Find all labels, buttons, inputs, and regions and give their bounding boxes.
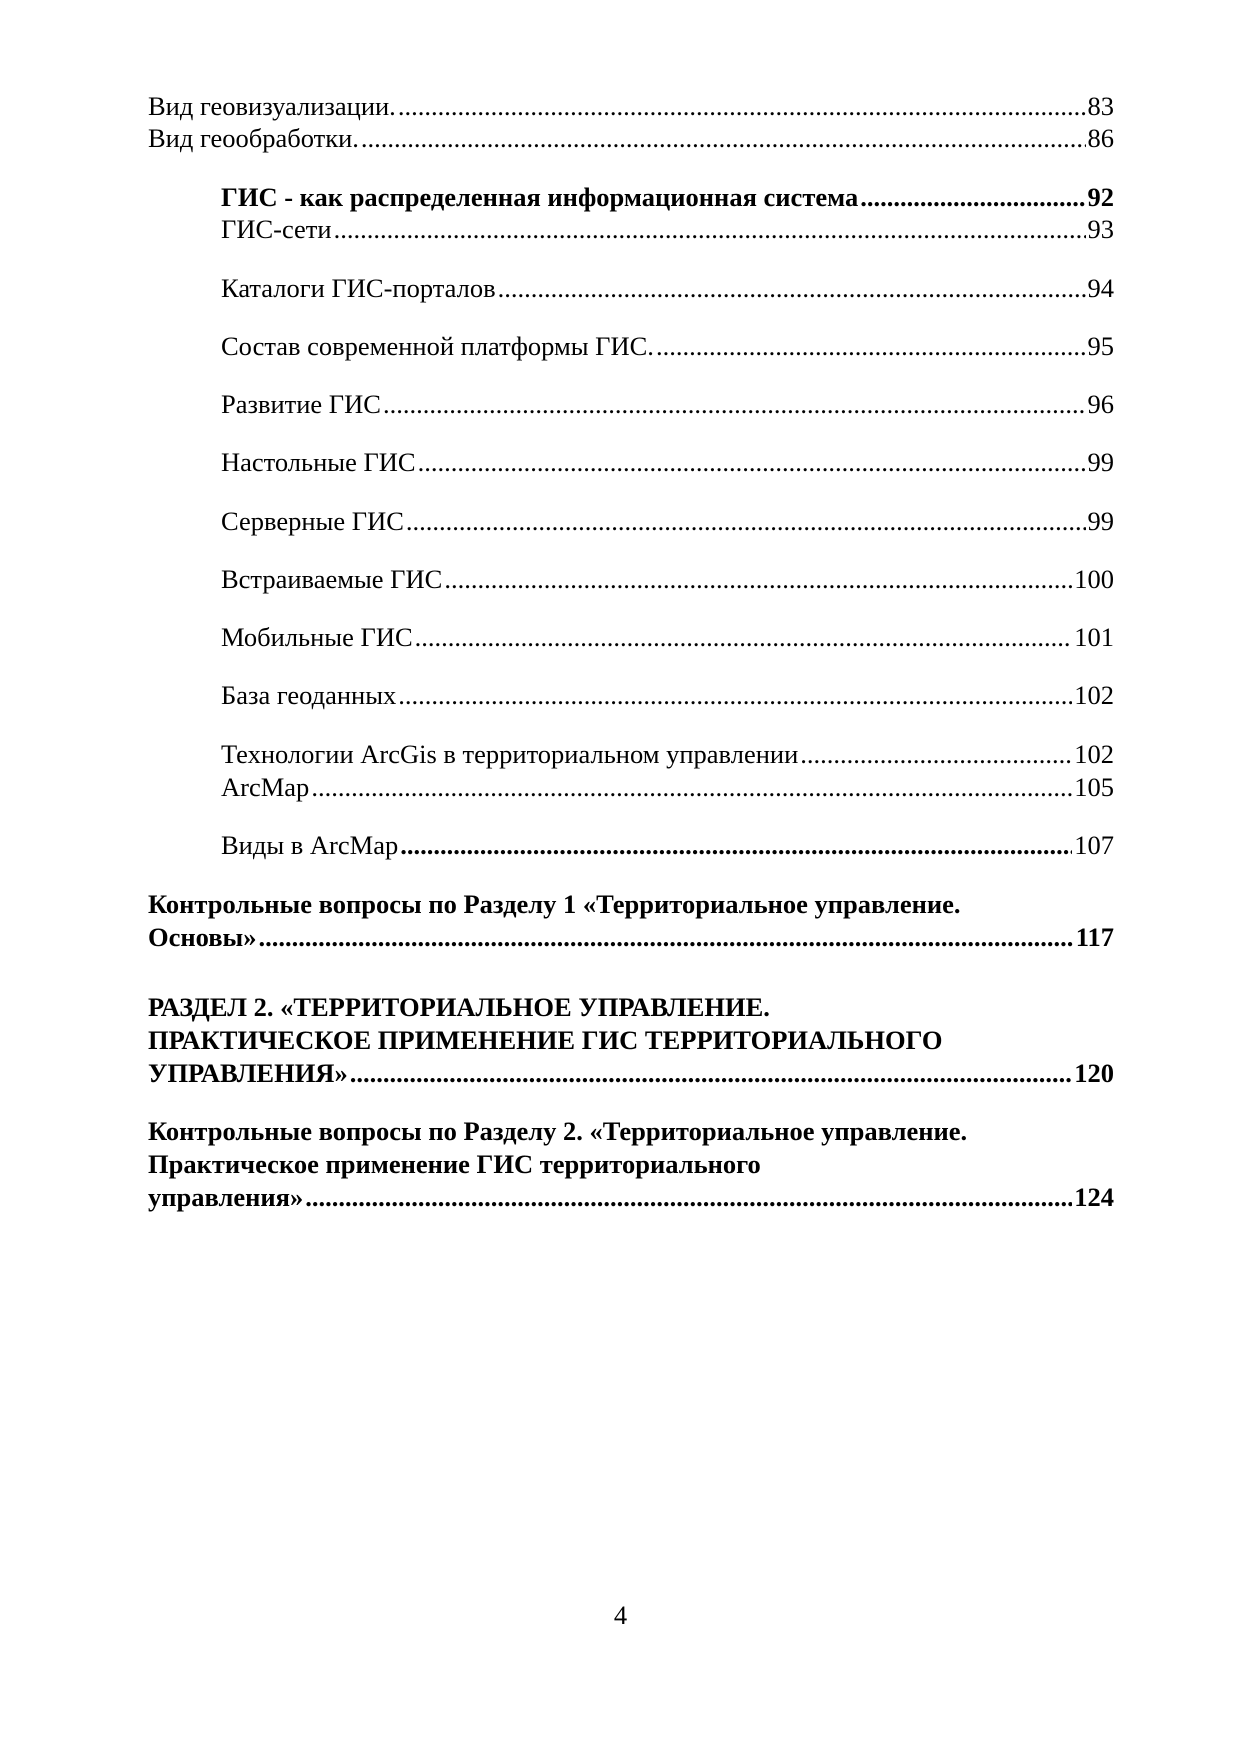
toc-entry-label: Настольные ГИС: [221, 447, 416, 477]
toc-entry[interactable]: [221, 737, 1114, 771]
toc-entry-label: База геоданных: [221, 680, 397, 710]
toc-entry[interactable]: [221, 271, 1114, 305]
toc-leader-dots: [418, 445, 1086, 479]
toc-leader-dots: [350, 1056, 1073, 1090]
toc-entry-questions-1[interactable]: [148, 920, 1114, 954]
toc-entry-label: Состав современной платформы ГИС.: [221, 331, 654, 361]
toc-leader-dots: [656, 329, 1086, 363]
toc-entry-label: ArcMap: [221, 772, 310, 802]
toc-entry-questions-2[interactable]: [148, 1180, 1114, 1214]
toc-entry[interactable]: [148, 121, 1114, 155]
toc-entry-label: Основы»: [148, 922, 257, 952]
toc-entry-page: 117: [1075, 922, 1114, 952]
toc-entry-page: 94: [1087, 273, 1114, 303]
toc-entry[interactable]: [221, 387, 1114, 421]
toc-entry-label: Вид геообработки.: [148, 123, 359, 153]
toc-leader-dots: [860, 180, 1085, 214]
toc-entry-label: Встраиваемые ГИС: [221, 564, 443, 594]
toc-leader-dots: [361, 121, 1086, 155]
toc-leader-dots: [311, 770, 1072, 804]
toc-leader-dots: [398, 678, 1072, 712]
toc-entry-page: 101: [1074, 622, 1114, 652]
section-2-heading-line: РАЗДЕЛ 2. «ТЕРРИТОРИАЛЬНОЕ УПРАВЛЕНИЕ.: [148, 992, 770, 1022]
toc-entry[interactable]: [221, 329, 1114, 363]
toc-entry-page: 92: [1087, 182, 1114, 212]
toc-entry[interactable]: [221, 212, 1114, 246]
toc-leader-dots: [800, 737, 1072, 771]
toc-entry-page: 96: [1087, 389, 1114, 419]
toc-entry-label: ГИС-сети: [221, 214, 332, 244]
toc-entry-label: Мобильные ГИС: [221, 622, 413, 652]
toc-leader-dots: [415, 620, 1073, 654]
toc-leader-dots: [398, 89, 1086, 123]
section-2-heading-line: ПРАКТИЧЕСКОЕ ПРИМЕНЕНИЕ ГИС ТЕРРИТОРИАЛЬНОГО: [148, 1025, 943, 1055]
toc-entry-label: управления»: [148, 1182, 304, 1212]
toc-entry-label: Развитие ГИС: [221, 389, 381, 419]
toc-entry-label: Вид геовизуализации.: [148, 91, 396, 121]
toc-entry-section-2[interactable]: [148, 1056, 1114, 1090]
toc-leader-dots: [406, 504, 1086, 538]
toc-entry-label: ГИС - как распределенная информационная система: [221, 182, 859, 212]
toc-entry[interactable]: [221, 562, 1114, 596]
toc-entry[interactable]: [221, 678, 1114, 712]
toc-entry-page: 102: [1074, 739, 1114, 769]
toc-entry-page: 83: [1087, 91, 1114, 121]
toc-entry-page: 107: [1074, 830, 1114, 860]
toc-entry-page: 102: [1074, 680, 1114, 710]
toc-entry-page: 99: [1087, 447, 1114, 477]
toc-leader-dots: [498, 271, 1086, 305]
toc-entry-label: УПРАВЛЕНИЯ»: [148, 1058, 348, 1088]
toc-entry-heading[interactable]: [221, 180, 1114, 214]
toc-entry-page: 93: [1087, 214, 1114, 244]
toc-leader-dots: [383, 387, 1086, 421]
toc-entry-page: 120: [1074, 1058, 1114, 1088]
questions-1-heading-line: Контрольные вопросы по Разделу 1 «Территориальное управление.: [148, 889, 961, 919]
toc-entry-label: Технологии ArcGis в территориальном управлении: [221, 739, 799, 769]
toc-entry[interactable]: [148, 89, 1114, 123]
toc-leader-dots: [305, 1180, 1072, 1214]
toc-entry-page: 100: [1074, 564, 1114, 594]
toc-entry-page: 95: [1087, 331, 1114, 361]
questions-2-heading-line: Практическое применение ГИС территориального: [148, 1149, 761, 1179]
toc-entry[interactable]: [221, 770, 1114, 804]
toc-entry-page: 99: [1087, 506, 1114, 536]
toc-leader-dots: [334, 212, 1086, 246]
toc-entry[interactable]: [221, 504, 1114, 538]
toc-entry-page: 86: [1087, 123, 1114, 153]
toc-entry[interactable]: [221, 445, 1114, 479]
toc-entry-label: Каталоги ГИС-порталов: [221, 273, 496, 303]
page-number: 4: [613, 1600, 628, 1630]
toc-entry-label: Серверные ГИС: [221, 506, 404, 536]
toc-entry-label: Виды в ArcMap: [221, 830, 399, 860]
toc-leader-dots: [258, 920, 1073, 954]
toc-leader-dots: [444, 562, 1072, 596]
toc-entry-page: 105: [1074, 772, 1114, 802]
questions-2-heading-line: Контрольные вопросы по Разделу 2. «Территориальное управление.: [148, 1116, 968, 1146]
toc-entry-page: 124: [1074, 1182, 1114, 1212]
toc-leader-dots: [400, 828, 1072, 862]
toc-entry[interactable]: [221, 620, 1114, 654]
toc-entry[interactable]: [221, 828, 1114, 862]
